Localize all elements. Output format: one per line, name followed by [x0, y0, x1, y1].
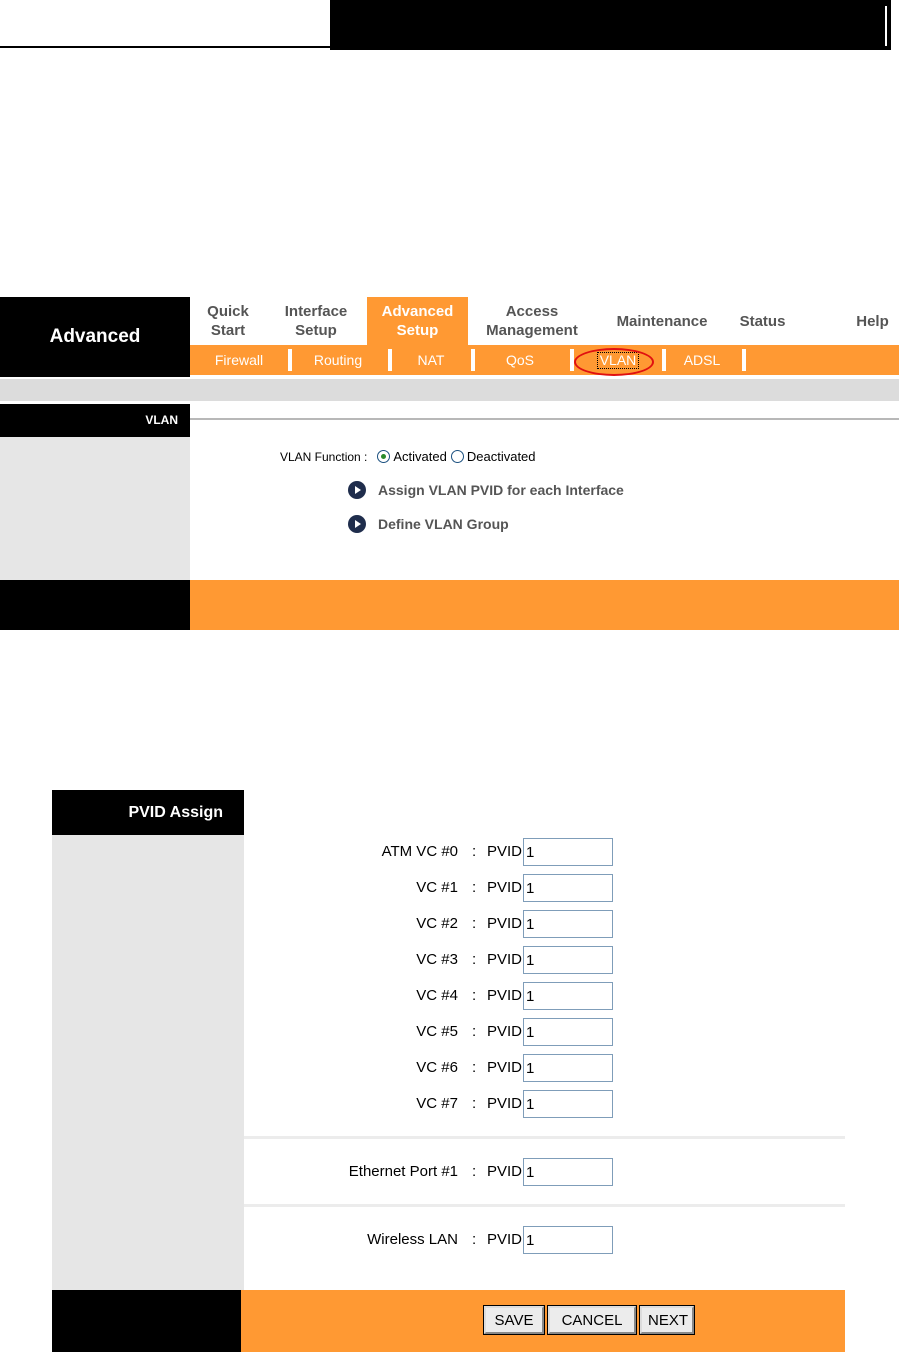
- subnav-qos[interactable]: QoS: [505, 352, 534, 368]
- activated-radio[interactable]: [377, 450, 390, 463]
- grey-strip: [0, 379, 899, 401]
- row-label: ATM VC #0: [381, 843, 458, 860]
- pvid-input-vc3[interactable]: [523, 946, 613, 974]
- assign-pvid-link[interactable]: [348, 481, 624, 499]
- vlan-section-label: VLAN: [0, 404, 190, 437]
- subnav-firewall[interactable]: Firewall: [214, 352, 264, 368]
- arrow-bullet-icon: [348, 515, 366, 533]
- row-divider: [244, 1204, 845, 1207]
- header-rule: [0, 46, 330, 48]
- deactivated-label: Deactivated: [466, 449, 536, 464]
- left-sidebar: [0, 437, 190, 580]
- row-colon: :: [472, 987, 477, 1004]
- pvid-input-vc2[interactable]: [523, 910, 613, 938]
- nav-interface-setup[interactable]: Interface Setup: [284, 303, 348, 339]
- pvid-prefix: PVID: [487, 1231, 523, 1248]
- pvid-row-vc5: [244, 1018, 845, 1046]
- pvid-row-vc1: [244, 874, 845, 902]
- nav-status[interactable]: Status: [739, 312, 786, 330]
- pvid-content: [244, 790, 845, 1290]
- nav-quick-start[interactable]: Quick Start: [207, 303, 249, 339]
- row-label: VC #7: [416, 1095, 458, 1112]
- nav-help[interactable]: Help: [856, 312, 889, 330]
- subnav-routing[interactable]: Routing: [313, 352, 363, 368]
- row-colon: :: [472, 951, 477, 968]
- row-colon: :: [472, 915, 477, 932]
- pvid-assign-label: PVID Assign: [52, 790, 244, 835]
- pvid-input-ethernet[interactable]: [523, 1158, 613, 1186]
- row-label: VC #6: [416, 1059, 458, 1076]
- row-label: Wireless LAN: [367, 1231, 458, 1248]
- activated-label: Activated: [393, 449, 447, 464]
- subnav-nat[interactable]: NAT: [417, 352, 445, 368]
- vlan-content: [190, 437, 899, 580]
- row-label: VC #4: [416, 987, 458, 1004]
- next-button[interactable]: NEXT: [640, 1306, 694, 1334]
- pvid-row-vc6: [244, 1054, 845, 1082]
- row-colon: :: [472, 1231, 477, 1248]
- pvid-row-vc2: [244, 910, 845, 938]
- pvid-input-vc1[interactable]: [523, 874, 613, 902]
- pvid-prefix: PVID: [487, 1163, 523, 1180]
- subnav-separator: [742, 349, 746, 371]
- row-colon: :: [472, 1023, 477, 1040]
- footer-right: [190, 580, 899, 630]
- pvid-sidebar: [52, 835, 244, 1290]
- pvid-input-vc7[interactable]: [523, 1090, 613, 1118]
- pvid-row-vc7: [244, 1090, 845, 1118]
- sub-nav: [190, 345, 899, 375]
- pvid-row-vc4: [244, 982, 845, 1010]
- cancel-button[interactable]: CANCEL: [548, 1306, 636, 1334]
- pvid-input-vc6[interactable]: [523, 1054, 613, 1082]
- main-nav: [190, 297, 899, 345]
- pvid-prefix: PVID: [487, 1095, 523, 1112]
- vlan-function-label: VLAN Function :: [280, 449, 368, 464]
- row-colon: :: [472, 843, 477, 860]
- pvid-assign-screenshot: [52, 790, 845, 1352]
- assign-pvid-text: Assign VLAN PVID for each Interface: [378, 482, 624, 498]
- footer-left: [0, 580, 190, 630]
- pvid-input-vc4[interactable]: [523, 982, 613, 1010]
- row-colon: :: [472, 1163, 477, 1180]
- nav-maintenance[interactable]: Maintenance: [616, 312, 708, 330]
- vlan-function-row: [280, 449, 536, 464]
- row-label: VC #5: [416, 1023, 458, 1040]
- pvid-input-wireless[interactable]: [523, 1226, 613, 1254]
- subnav-vlan[interactable]: VLAN: [574, 345, 662, 375]
- arrow-bullet-icon: [348, 481, 366, 499]
- pvid-prefix: PVID: [487, 843, 523, 860]
- section-logo: Advanced: [0, 297, 190, 377]
- footer-left: [52, 1290, 241, 1352]
- pvid-prefix: PVID: [487, 987, 523, 1004]
- pvid-prefix: PVID: [487, 951, 523, 968]
- row-label: VC #2: [416, 915, 458, 932]
- pvid-prefix: PVID: [487, 915, 523, 932]
- pvid-row-atm-vc0: [244, 838, 845, 866]
- vlan-screenshot: [0, 297, 899, 630]
- define-vlan-group-text: Define VLAN Group: [378, 516, 509, 532]
- row-colon: :: [472, 879, 477, 896]
- nav-advanced-setup[interactable]: Advanced Setup: [367, 297, 468, 345]
- row-label: VC #1: [416, 879, 458, 896]
- row-label: Ethernet Port #1: [348, 1163, 458, 1180]
- row-label: VC #3: [416, 951, 458, 968]
- pvid-row-vc3: [244, 946, 845, 974]
- pvid-prefix: PVID: [487, 1059, 523, 1076]
- row-colon: :: [472, 1059, 477, 1076]
- save-button[interactable]: SAVE: [484, 1306, 544, 1334]
- pvid-input-vc0[interactable]: [523, 838, 613, 866]
- define-vlan-group-link[interactable]: [348, 515, 509, 533]
- row-divider: [244, 1136, 845, 1139]
- pvid-input-vc5[interactable]: [523, 1018, 613, 1046]
- pvid-row-wireless: [244, 1226, 845, 1254]
- nav-access-management[interactable]: Access Management: [486, 303, 578, 339]
- section-rule: [190, 418, 899, 420]
- row-colon: :: [472, 1095, 477, 1112]
- subnav-adsl[interactable]: ADSL: [683, 352, 721, 368]
- deactivated-radio[interactable]: [451, 450, 464, 463]
- document-header: [0, 0, 899, 52]
- pvid-prefix: PVID: [487, 1023, 523, 1040]
- pvid-row-ethernet: [244, 1158, 845, 1186]
- pvid-prefix: PVID: [487, 879, 523, 896]
- header-black-bar: [330, 0, 891, 50]
